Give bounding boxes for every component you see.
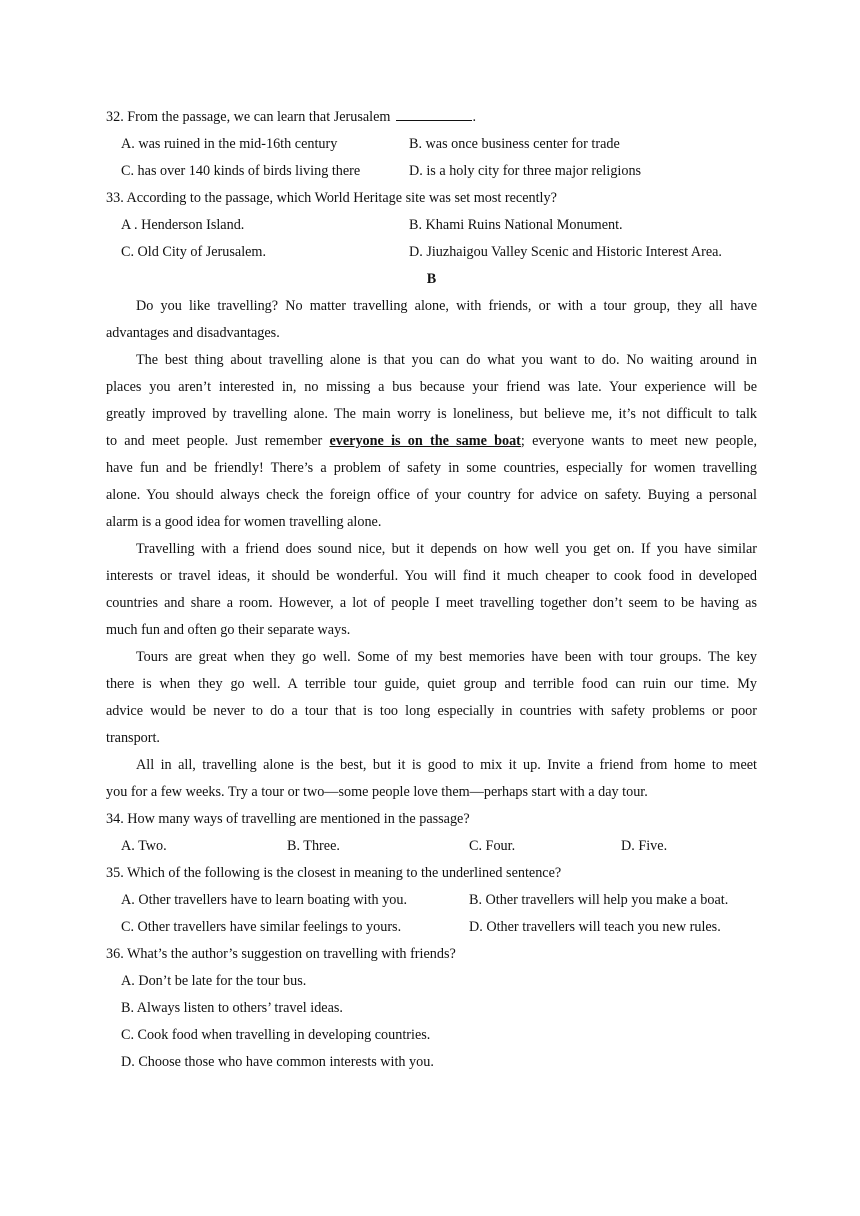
option-36-d: D. Choose those who have common interests with you. (121, 1054, 434, 1070)
question-32-stem (106, 104, 757, 131)
paragraph-line: All in all, travelling alone is the best, but it is good to mix it up. Invite a friend from home to meet (136, 757, 757, 773)
paragraph-line: have fun and be friendly! There’s a problem of safety in some countries, especially for women travelling (106, 460, 757, 476)
question-35-options-row-1 (106, 887, 757, 914)
passage-paragraph-2 (106, 347, 757, 536)
paragraph-line: you for a few weeks. Try a tour or two—some people love them—perhaps start with a day tour. (106, 784, 648, 800)
option-35-a: A. Other travellers have to learn boating with you. (121, 892, 408, 908)
option-33-b: B. Khami Ruins National Monument. (409, 217, 623, 233)
paragraph-line (106, 428, 757, 455)
paragraph-line: Do you like travelling? No matter travelling alone, with friends, or with a tour group, they all have (136, 298, 757, 314)
option-34-b: B. Three. (287, 838, 340, 854)
option-34-a: A. Two. (121, 838, 167, 854)
paragraph-text: ; everyone wants to meet new people, (520, 433, 757, 449)
paragraph-line: alone. You should always check the foreign office of your country for advice on safety. Buying a personal (106, 487, 757, 503)
question-34-stem: 34. How many ways of travelling are mentioned in the passage? (106, 811, 470, 827)
section-b-heading: B (426, 271, 437, 287)
question-33-options-row-2 (106, 239, 757, 266)
paragraph-line: alarm is a good idea for women travelling alone. (106, 514, 382, 530)
question-33-stem: 33. According to the passage, which World Heritage site was set most recently? (106, 190, 557, 206)
option-33-c: C. Old City of Jerusalem. (121, 244, 267, 260)
paragraph-line: there is when they go well. A terrible tour guide, quiet group and terrible food can ruin our time. My (106, 676, 757, 692)
paragraph-text: to and meet people. Just remember (106, 433, 330, 449)
question-33-options-row-1 (106, 212, 757, 239)
paragraph-line: greatly improved by travelling alone. The main worry is loneliness, but believe me, it’s not difficult to talk (106, 406, 757, 422)
question-35-stem: 35. Which of the following is the closest in meaning to the underlined sentence? (106, 865, 562, 881)
paragraph-line: The best thing about travelling alone is that you can do what you want to do. No waiting around in (136, 352, 757, 368)
option-36-c: C. Cook food when travelling in developing countries. (121, 1027, 431, 1043)
option-36-b: B. Always listen to others’ travel ideas. (121, 1000, 343, 1016)
option-34-c: C. Four. (469, 838, 516, 854)
paragraph-line: Tours are great when they go well. Some of my best memories have been with tour groups. The key (136, 649, 757, 665)
question-36-stem: 36. What’s the author’s suggestion on travelling with friends? (106, 946, 456, 962)
paragraph-line: countries and share a room. However, a lot of people I meet travelling together don’t seem to be having as (106, 595, 757, 611)
question-34-options-row (106, 833, 757, 860)
option-32-c: C. has over 140 kinds of birds living there (121, 163, 361, 179)
answer-blank (396, 106, 472, 121)
paragraph-line: Travelling with a friend does sound nice, but it depends on how well you get on. If you have similar (136, 541, 757, 557)
question-32-options-row-2 (106, 158, 757, 185)
paragraph-line: advantages and disadvantages. (106, 325, 280, 341)
option-33-d: D. Jiuzhaigou Valley Scenic and Historic Interest Area. (409, 244, 722, 260)
paragraph-line: interests or travel ideas, it should be wonderful. You will find it much cheaper to cook food in developed (106, 568, 757, 584)
option-35-d: D. Other travellers will teach you new rules. (469, 919, 721, 935)
passage-paragraph-3 (106, 536, 757, 644)
passage-paragraph-4 (106, 644, 757, 752)
option-35-b: B. Other travellers will help you make a boat. (469, 892, 729, 908)
paragraph-line: much fun and often go their separate ways. (106, 622, 351, 638)
question-32-end: . (472, 109, 476, 125)
passage-paragraph-1 (106, 293, 757, 347)
underlined-sentence: everyone is on the same boat (329, 433, 521, 449)
paragraph-line: places you aren’t interested in, no missing a bus because your friend was late. Your experience will be (106, 379, 757, 395)
question-35-options-row-2 (106, 914, 757, 941)
paragraph-line: transport. (106, 730, 160, 746)
option-33-a: A . Henderson Island. (121, 217, 245, 233)
option-36-a: A. Don’t be late for the tour bus. (121, 973, 307, 989)
passage-paragraph-5 (106, 752, 757, 806)
question-32-text: 32. From the passage, we can learn that Jerusalem (106, 109, 391, 125)
document-page (106, 104, 757, 1076)
paragraph-line: advice would be never to do a tour that is too long especially in countries with safety problems or poor (106, 703, 757, 719)
option-32-a: A. was ruined in the mid-16th century (121, 136, 338, 152)
option-32-b: B. was once business center for trade (409, 136, 620, 152)
option-32-d: D. is a holy city for three major religions (409, 163, 642, 179)
option-34-d: D. Five. (621, 838, 668, 854)
option-35-c: C. Other travellers have similar feelings to yours. (121, 919, 402, 935)
question-32-options-row-1 (106, 131, 757, 158)
